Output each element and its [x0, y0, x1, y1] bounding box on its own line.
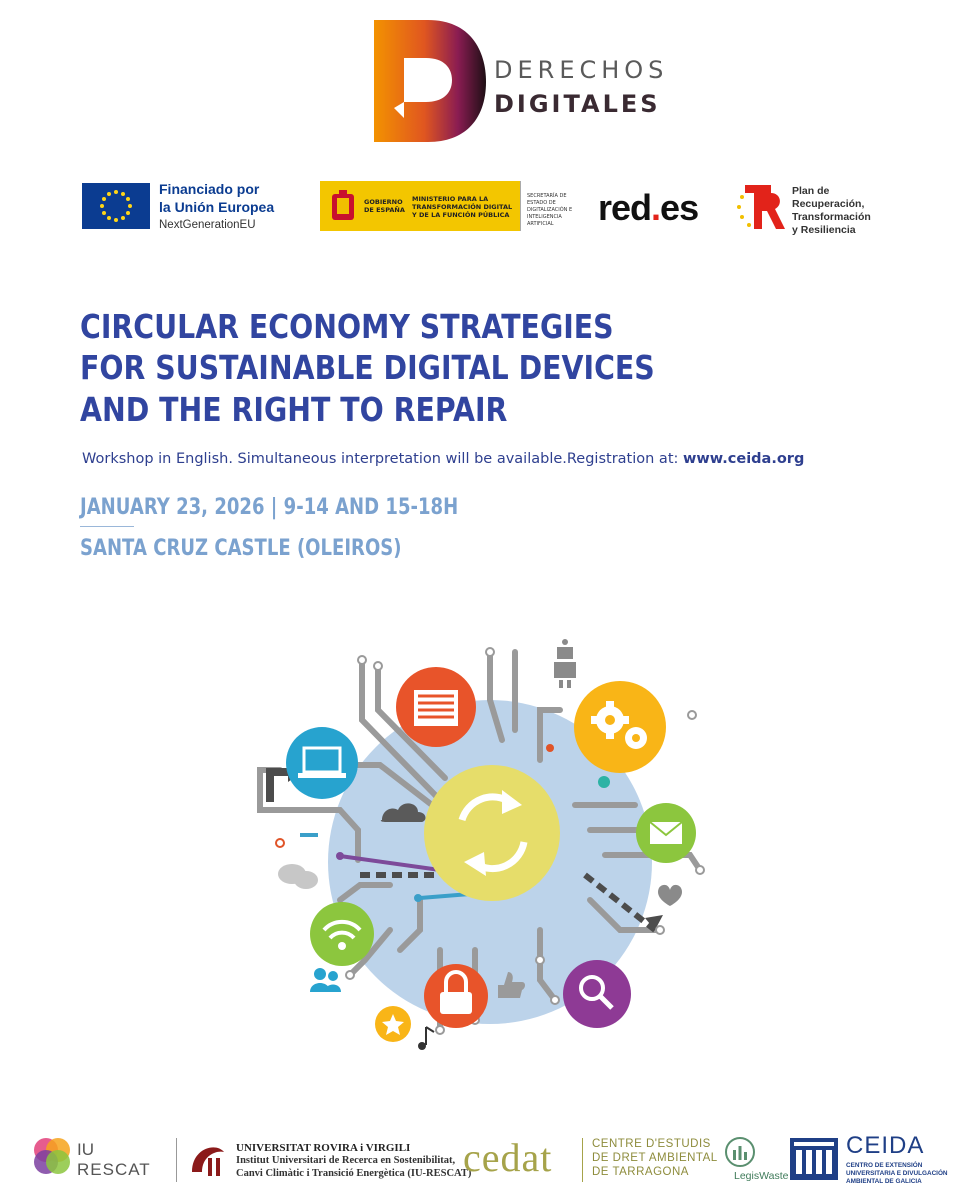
urv-emblem-icon: [186, 1138, 230, 1182]
cedat-divider: [582, 1138, 583, 1182]
urv-line1: Institut Universitari de Recerca en Sostenibilitat,: [236, 1155, 456, 1166]
star-icon: [375, 1006, 411, 1042]
eu-funded-line1: Financiado por: [159, 181, 260, 197]
derechos-digitales-logo: [370, 18, 680, 146]
laptop-icon: [286, 727, 358, 799]
document-icon: [396, 667, 476, 747]
sponsor-logos: [0, 175, 960, 240]
eu-funded-line3: NextGenerationEU: [159, 219, 256, 231]
iu-rescat-line1: IU: [77, 1140, 94, 1159]
registration-link[interactable]: www.ceida.org: [683, 451, 805, 467]
wifi-icon: [310, 902, 374, 966]
redes-dot: .: [651, 187, 661, 228]
urv-title: UNIVERSITAT ROVIRA i VIRGILI: [236, 1142, 411, 1154]
magnifier-icon: [563, 960, 631, 1028]
ceida-wordmark: CEIDA: [846, 1132, 925, 1159]
users-icon: [310, 968, 341, 992]
prtr-line3: Transformación: [792, 211, 871, 223]
ministerio-label: MINISTERIO PARA LA TRANSFORMACIÓN DIGITAL Y DE LA FUNCIÓN PÚBLICA: [412, 195, 513, 219]
ceida-line2: UNIVERSITARIA E DIVULGACIÓN: [846, 1170, 948, 1177]
event-title-line2: FOR SUSTAINABLE DIGITAL DEVICES: [80, 348, 655, 387]
date-divider: [80, 526, 134, 527]
heart-icon: [658, 885, 682, 906]
redes-name: red: [598, 187, 652, 228]
urv-line2: Canvi Climàtic i Transició Energètica (IU-RESCAT): [236, 1168, 472, 1179]
cedat-line2: DE DRET AMBIENTAL: [592, 1152, 718, 1164]
recycle-hub: [424, 765, 560, 901]
event-date: JANUARY 23, 2026 | 9-14 AND 15-18H: [80, 495, 459, 520]
footer-divider: [176, 1138, 177, 1182]
logo-word-derechos: DERECHOS: [494, 56, 669, 84]
email-icon: [636, 803, 696, 863]
ceida-line3: AMBIENTAL DE GALICIA: [846, 1178, 922, 1185]
subtitle-text: Workshop in English. Simultaneous interpretation will be available.Registration at:: [82, 451, 683, 467]
prtr-line1: Plan de: [792, 185, 830, 197]
cedat-wordmark: cedat: [463, 1135, 553, 1180]
logo-word-digitales: DIGITALES: [494, 90, 661, 118]
event-title-line3: AND THE RIGHT TO REPAIR: [80, 390, 508, 429]
digital-network-illustration: [240, 630, 730, 1060]
eu-flag-icon: [82, 183, 150, 229]
prtr-line4: y Resiliencia: [792, 224, 856, 236]
lock-icon: [424, 964, 488, 1028]
prtr-line2: Recuperación,: [792, 198, 865, 210]
gobierno-label: GOBIERNO DE ESPAÑA: [364, 198, 405, 214]
iu-rescat-circles-icon: [30, 1134, 74, 1178]
spain-coat-of-arms-icon: [328, 188, 358, 224]
event-title-line1: CIRCULAR ECONOMY STRATEGIES: [80, 307, 614, 346]
iu-rescat-line2: RESCAT: [77, 1160, 151, 1179]
redes-tld: es: [660, 187, 699, 228]
music-note-icon: [418, 1027, 434, 1050]
gobierno-espana-logo: [320, 181, 520, 231]
secretaria-label: SECRETARÍA DE ESTADO DE DIGITALIZACIÓN E INTELIGENCIA ARTIFICIAL: [527, 193, 573, 227]
legiswaste-icon: [724, 1136, 756, 1168]
robot-icon: [554, 639, 576, 688]
redes-logo: [598, 187, 698, 229]
secretaria-logo: [520, 181, 583, 231]
eu-funded-line2: la Unión Europea: [159, 199, 275, 215]
gear-icon: [574, 681, 666, 773]
event-venue: SANTA CRUZ CASTLE (OLEIROS): [80, 536, 402, 561]
cedat-line3: DE TARRAGONA: [592, 1166, 689, 1178]
d-letter-icon: [370, 18, 490, 146]
chat-icon: [278, 864, 318, 889]
partner-logos: [0, 1128, 960, 1200]
ceida-building-icon: [788, 1136, 840, 1182]
ceida-line1: CENTRO DE EXTENSIÓN: [846, 1162, 923, 1169]
prtr-logo-icon: [733, 181, 787, 233]
legiswaste-label: LegisWaste: [734, 1170, 789, 1182]
cedat-line1: CENTRE D'ESTUDIS: [592, 1138, 711, 1150]
event-subtitle: [82, 451, 804, 467]
